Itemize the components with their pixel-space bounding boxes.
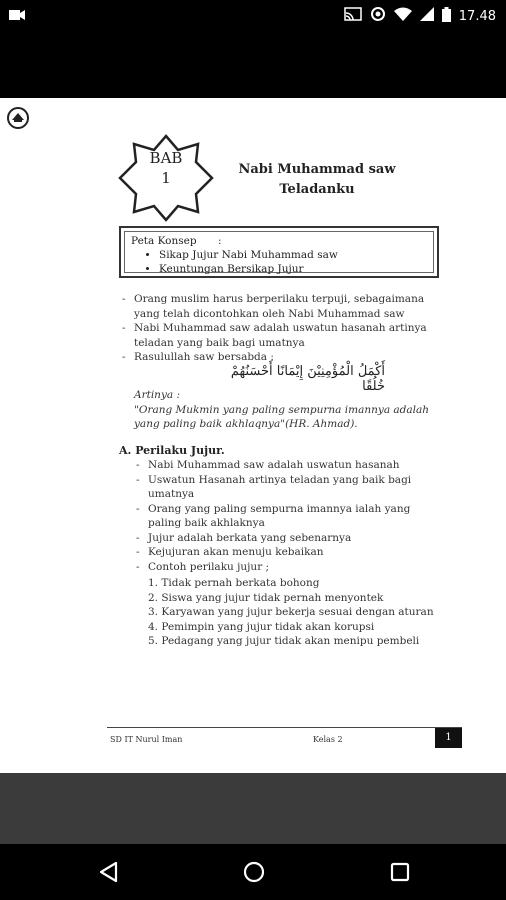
- example-item: 2. Siswa yang jujur tidak pernah menyontek: [148, 591, 384, 604]
- bab-number: 1: [161, 169, 171, 187]
- arabic-quote: أَكْمَلُ الْمُؤْمِنِيْنَ إِيْمَانًا أَحْسَنُهُمْ خُلُقًا: [230, 364, 385, 394]
- concept-item: • Sikap Jujur Nabi Muhammad saw: [159, 248, 427, 262]
- list-item: - Orang yang paling sempurna imannya ialah yang paling baik akhlaknya: [134, 502, 439, 531]
- translation-block: [134, 388, 436, 432]
- status-bar: [0, 0, 506, 30]
- arrow-up-icon: [11, 111, 25, 125]
- concept-map-box: [119, 226, 439, 278]
- home-icon: [240, 858, 268, 886]
- viewer-background: [0, 773, 506, 844]
- example-item: 1. Tidak pernah berkata bohong: [148, 577, 320, 589]
- recents-icon: [386, 858, 414, 886]
- battery-icon: [442, 7, 451, 26]
- concept-map-label-row: [131, 234, 427, 248]
- translation-label: Artinya :: [134, 389, 181, 401]
- footer-class: Kelas 2: [313, 735, 343, 744]
- concept-item: • Keuntungan Bersikap Jujur: [159, 262, 427, 276]
- translation-text: "Orang Mukmin yang paling sempurna imannya adalah yang paling baik akhlaqnya"(HR. Ahmad).: [134, 403, 430, 430]
- example-item: 3. Karyawan yang jujur bekerja sesuai dengan aturan: [148, 606, 434, 618]
- chapter-badge: [118, 148, 214, 188]
- bab-label: BAB: [149, 149, 183, 167]
- concept-map-inner: [124, 231, 434, 273]
- intro-list: [120, 292, 440, 365]
- section-heading: A. Perilaku Jujur.: [119, 444, 225, 457]
- section-a-list: [134, 458, 439, 574]
- concept-map-colon: :: [217, 235, 222, 247]
- chapter-title: [232, 160, 402, 200]
- video-camera-icon: [8, 7, 26, 27]
- document-page[interactable]: [0, 98, 506, 773]
- data-saver-icon: [370, 6, 386, 26]
- example-item: 4. Pemimpin yang jujur tidak akan korupsi: [148, 620, 375, 633]
- list-item: - Kejujuran akan menuju kebaikan: [134, 545, 439, 560]
- list-item: - Nabi Muhammad saw adalah uswatun hasanah artinya teladan yang baik bagi umatnya: [120, 321, 440, 350]
- home-button[interactable]: [240, 858, 268, 886]
- clock: 17.48: [458, 8, 496, 24]
- cast-icon: [344, 7, 362, 25]
- list-item: - Rasulullah saw bersabda :: [120, 350, 440, 365]
- navigation-bar: [0, 844, 506, 900]
- chapter-title-line1: Nabi Muhammad saw: [238, 162, 396, 177]
- back-button[interactable]: [96, 858, 124, 886]
- list-item: - Contoh perilaku jujur ;: [134, 560, 439, 575]
- concept-map-label: Peta Konsep: [131, 235, 197, 247]
- list-item: - Nabi Muhammad saw adalah uswatun hasanah: [134, 458, 439, 473]
- example-item: 5. Pedagang yang jujur tidak akan menipu pembeli: [148, 635, 420, 647]
- scroll-up-button[interactable]: [7, 107, 29, 129]
- footer-divider: [107, 727, 462, 728]
- app-top-area: [0, 30, 506, 98]
- back-icon: [96, 858, 124, 886]
- concept-list: [131, 248, 427, 276]
- page-number: 1: [435, 728, 462, 748]
- list-item: - Uswatun Hasanah artinya teladan yang baik bagi umatnya: [134, 473, 439, 502]
- wifi-icon: [394, 7, 412, 25]
- examples-list: [148, 576, 438, 649]
- chapter-title-line2: Teladanku: [279, 182, 355, 197]
- signal-icon: [420, 7, 434, 25]
- list-item: - Jujur adalah berkata yang sebenarnya: [134, 531, 439, 546]
- recents-button[interactable]: [386, 858, 414, 886]
- list-item: - Orang muslim harus berperilaku terpuji, sebagaimana yang telah dicontohkan oleh Nabi Muhammad saw: [120, 292, 440, 321]
- footer-school: SD IT Nurul Iman: [110, 735, 183, 744]
